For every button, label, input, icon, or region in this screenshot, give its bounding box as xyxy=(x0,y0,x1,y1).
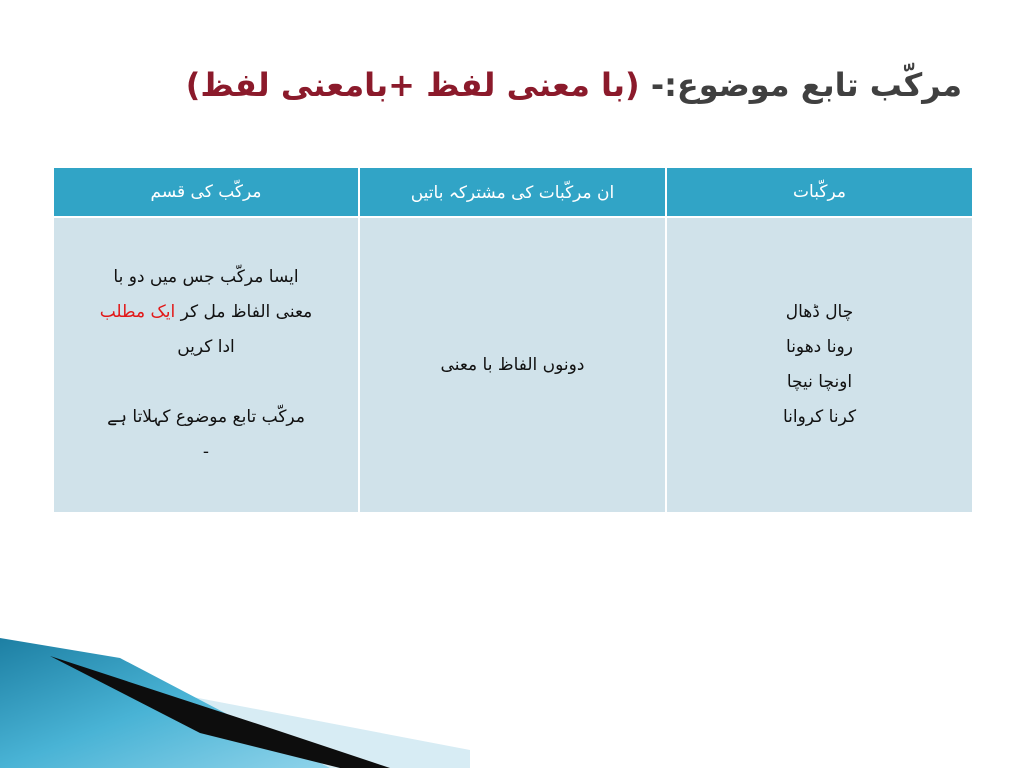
cell-common-feature xyxy=(359,217,666,513)
definition-spacer xyxy=(64,365,348,400)
content-table xyxy=(52,166,974,514)
cell-compounds-list xyxy=(666,217,973,513)
slide-title xyxy=(186,66,962,104)
definition-line-3: ادا کریں xyxy=(177,337,235,357)
compound-item: اونچا نیچا xyxy=(786,372,853,392)
definition-highlight: ایک مطلب xyxy=(99,302,176,322)
title-accent: (با معنی لفظ +بامعنی لفظ) xyxy=(185,66,640,104)
definition-line-2-prefix: معنی الفاظ مل کر xyxy=(180,302,313,322)
table-header-row xyxy=(53,167,973,217)
table-row xyxy=(53,217,973,513)
corner-decoration xyxy=(0,638,470,768)
compound-item: چال ڈھال xyxy=(785,302,854,322)
definition-line-4: مرکّب تابع موضوع کہلاتا ہے xyxy=(107,407,305,427)
cell-definition xyxy=(53,217,359,513)
title-main: مرکّب تابع موضوع:- xyxy=(650,66,962,104)
definition-line-1: ایسا مرکّب جس میں دو با xyxy=(113,267,299,287)
common-feature-text: دونوں الفاظ با معنی xyxy=(440,354,585,375)
definition-line-2 xyxy=(64,295,348,330)
header-common-features: ان مرکّبات کی مشترکہ باتیں xyxy=(359,167,666,217)
header-compounds: مرکّبات xyxy=(666,167,973,217)
definition-line-5: - xyxy=(202,442,210,462)
header-compound-type: مرکّب کی قسم xyxy=(53,167,359,217)
compound-item: کرنا کروانا xyxy=(782,407,857,427)
compound-item: رونا دھونا xyxy=(786,337,853,357)
